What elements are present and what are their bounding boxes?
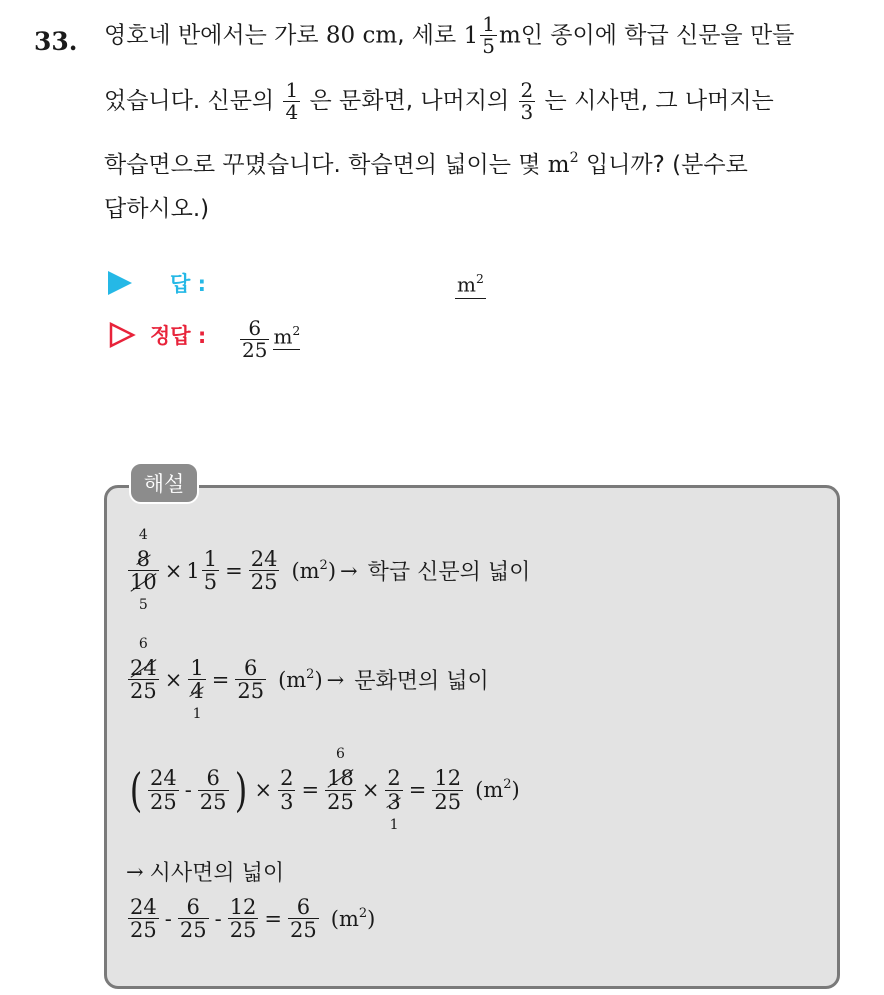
unit [291, 558, 336, 583]
correct-answer-value [238, 318, 300, 361]
fraction [288, 896, 319, 941]
cancelled-number: 10 [130, 570, 157, 595]
fraction [519, 80, 536, 123]
left-parenthesis: ( [129, 763, 143, 817]
equation-3 [126, 746, 520, 833]
question-text: 영호네 반에서는 가로 [104, 22, 326, 49]
numerator: 1 [482, 12, 495, 36]
denominator: 25 [434, 789, 462, 814]
minus-sign: - [184, 778, 192, 802]
unit [331, 906, 376, 931]
unit: m [457, 272, 476, 297]
denominator: 3 [280, 789, 294, 814]
unit-exponent: 2 [503, 777, 512, 793]
unit-close: ) [511, 778, 520, 803]
cancelled-number: 18 [327, 766, 354, 791]
equals-sign: = [211, 667, 230, 692]
numerator: 1 [285, 78, 299, 102]
unit-exponent: 2 [569, 150, 579, 167]
fraction [128, 896, 159, 941]
denominator: 5 [203, 570, 218, 595]
numerator: 24 [250, 547, 278, 571]
reduced-value: 4 [138, 527, 148, 543]
unit-exponent: 2 [475, 271, 484, 286]
mixed-number [464, 14, 499, 57]
numerator: 6 [198, 767, 229, 790]
denominator [385, 791, 402, 813]
width-value: 80 cm [325, 22, 398, 49]
question-text: 는 시사면, 그 나머지는 [537, 88, 774, 114]
cancelled-number: 4 [190, 679, 204, 704]
fraction [325, 746, 356, 814]
equation-5 [126, 896, 375, 941]
fraction [480, 14, 497, 57]
fraction [249, 548, 280, 593]
arrow: → [326, 667, 345, 692]
unit-exponent: 2 [358, 905, 368, 921]
denominator: 4 [285, 100, 299, 124]
reduced-value: 6 [335, 746, 345, 763]
fraction [148, 767, 179, 812]
question-text: 답하시오.) [104, 196, 210, 222]
equals-sign: = [264, 906, 283, 931]
unit-open: (m [291, 559, 320, 584]
fraction [240, 318, 269, 361]
fraction [198, 767, 229, 812]
times-sign: × [254, 778, 273, 802]
unit-exponent: 2 [306, 666, 315, 682]
correct-answer-label: 정답 : [150, 324, 207, 348]
denominator: 25 [250, 570, 278, 595]
fraction [178, 896, 209, 941]
denominator: 25 [327, 789, 354, 814]
reduced-value: 5 [138, 597, 148, 614]
question-text: 인 종이에 학급 신문을 만들 [520, 22, 795, 49]
fraction [235, 657, 266, 702]
denominator [128, 571, 159, 593]
unit-open: (m [278, 668, 307, 693]
fraction [228, 896, 259, 941]
question-number: 33. [34, 27, 78, 56]
numerator: 24 [149, 766, 177, 791]
question-text: 학습면으로 꾸몄습니다. 학습면의 넓이는 몇 [104, 152, 548, 178]
unit-open: (m [475, 778, 504, 803]
numerator: 12 [229, 895, 257, 919]
denominator: 25 [229, 918, 257, 943]
whole-part: 1 [186, 558, 200, 583]
equation-description: 문화면의 넓이 [354, 669, 489, 695]
cancelled-number: 8 [136, 547, 151, 571]
equation-2 [126, 636, 489, 723]
denominator: 25 [242, 338, 268, 362]
unit-exponent: 2 [292, 323, 301, 339]
times-sign: × [361, 778, 380, 802]
reduced-value: 1 [192, 706, 202, 723]
equation-1 [126, 527, 531, 614]
unit-open: (m [330, 907, 359, 932]
numerator: 24 [130, 895, 157, 919]
denominator: 25 [179, 918, 207, 943]
unit [273, 323, 300, 350]
equation-4 [126, 856, 284, 887]
denominator: 3 [520, 100, 534, 124]
numerator [325, 767, 356, 790]
fraction [188, 656, 205, 723]
numerator: 2 [520, 78, 534, 102]
numerator: 12 [434, 766, 462, 791]
unit [475, 777, 520, 802]
question-line-3 [104, 146, 748, 179]
question-text: 입니까? (분수로 [578, 152, 748, 178]
fraction [432, 767, 463, 812]
numerator: 1 [203, 547, 218, 571]
numerator: 2 [280, 766, 294, 791]
numerator: 6 [178, 896, 209, 919]
numerator: 6 [240, 318, 269, 340]
question-line-2 [104, 80, 774, 123]
unit-close: ) [314, 668, 323, 693]
minus-sign: - [164, 906, 172, 931]
arrow: → [340, 558, 358, 583]
times-sign: × [164, 558, 183, 583]
equation-description: 시사면의 넓이 [149, 861, 285, 886]
question-text: 었습니다. 신문의 [104, 88, 282, 114]
equation-description: 학급 신문의 넓이 [367, 560, 531, 586]
unit: m [498, 22, 521, 49]
answer-row [108, 268, 206, 298]
numerator [128, 548, 159, 571]
unit [278, 667, 323, 692]
denominator: 25 [199, 789, 227, 814]
numerator: 6 [288, 896, 319, 919]
unit: m [547, 152, 570, 178]
denominator: 25 [130, 679, 157, 704]
denominator: 25 [290, 918, 317, 943]
fraction [278, 767, 295, 812]
answer-label: 답 : [170, 272, 206, 296]
numerator [128, 657, 159, 680]
numerator: 1 [190, 656, 204, 680]
fraction [202, 548, 219, 593]
minus-sign: - [214, 906, 222, 931]
cancelled-number: 3 [387, 789, 401, 814]
denominator: 25 [130, 918, 157, 943]
unit-letter: m [273, 324, 293, 349]
question-text: , 세로 [397, 22, 464, 49]
times-sign: × [164, 667, 183, 692]
denominator: 25 [237, 679, 265, 704]
denominator: 25 [149, 789, 177, 814]
equals-sign: = [408, 778, 427, 802]
reduced-value: 1 [389, 816, 399, 833]
arrow: → [126, 859, 144, 884]
unit-close: ) [327, 559, 337, 584]
fraction [128, 636, 159, 704]
unit-close: ) [367, 907, 376, 932]
fraction [128, 527, 159, 614]
denominator [188, 680, 205, 702]
right-parenthesis: ) [234, 763, 247, 817]
reduced-value: 6 [138, 636, 148, 652]
equals-sign: = [301, 778, 320, 802]
fraction [385, 766, 402, 833]
numerator: 2 [387, 766, 401, 791]
filled-triangle-icon [108, 271, 132, 295]
fraction [283, 80, 300, 123]
numerator: 6 [235, 657, 266, 680]
correct-answer-row [108, 320, 206, 350]
denominator: 5 [482, 34, 495, 58]
explanation-tab: 해설 [129, 462, 199, 504]
whole-part: 1 [463, 22, 479, 49]
unit-exponent: 2 [319, 557, 328, 573]
outline-triangle-icon [108, 321, 136, 349]
question-text: 은 문화면, 나머지의 [302, 88, 517, 114]
question-line-4 [104, 190, 209, 223]
question-line-1 [104, 14, 794, 57]
equals-sign: = [225, 558, 243, 583]
answer-blank[interactable] [455, 271, 486, 299]
cancelled-number: 24 [130, 656, 157, 680]
